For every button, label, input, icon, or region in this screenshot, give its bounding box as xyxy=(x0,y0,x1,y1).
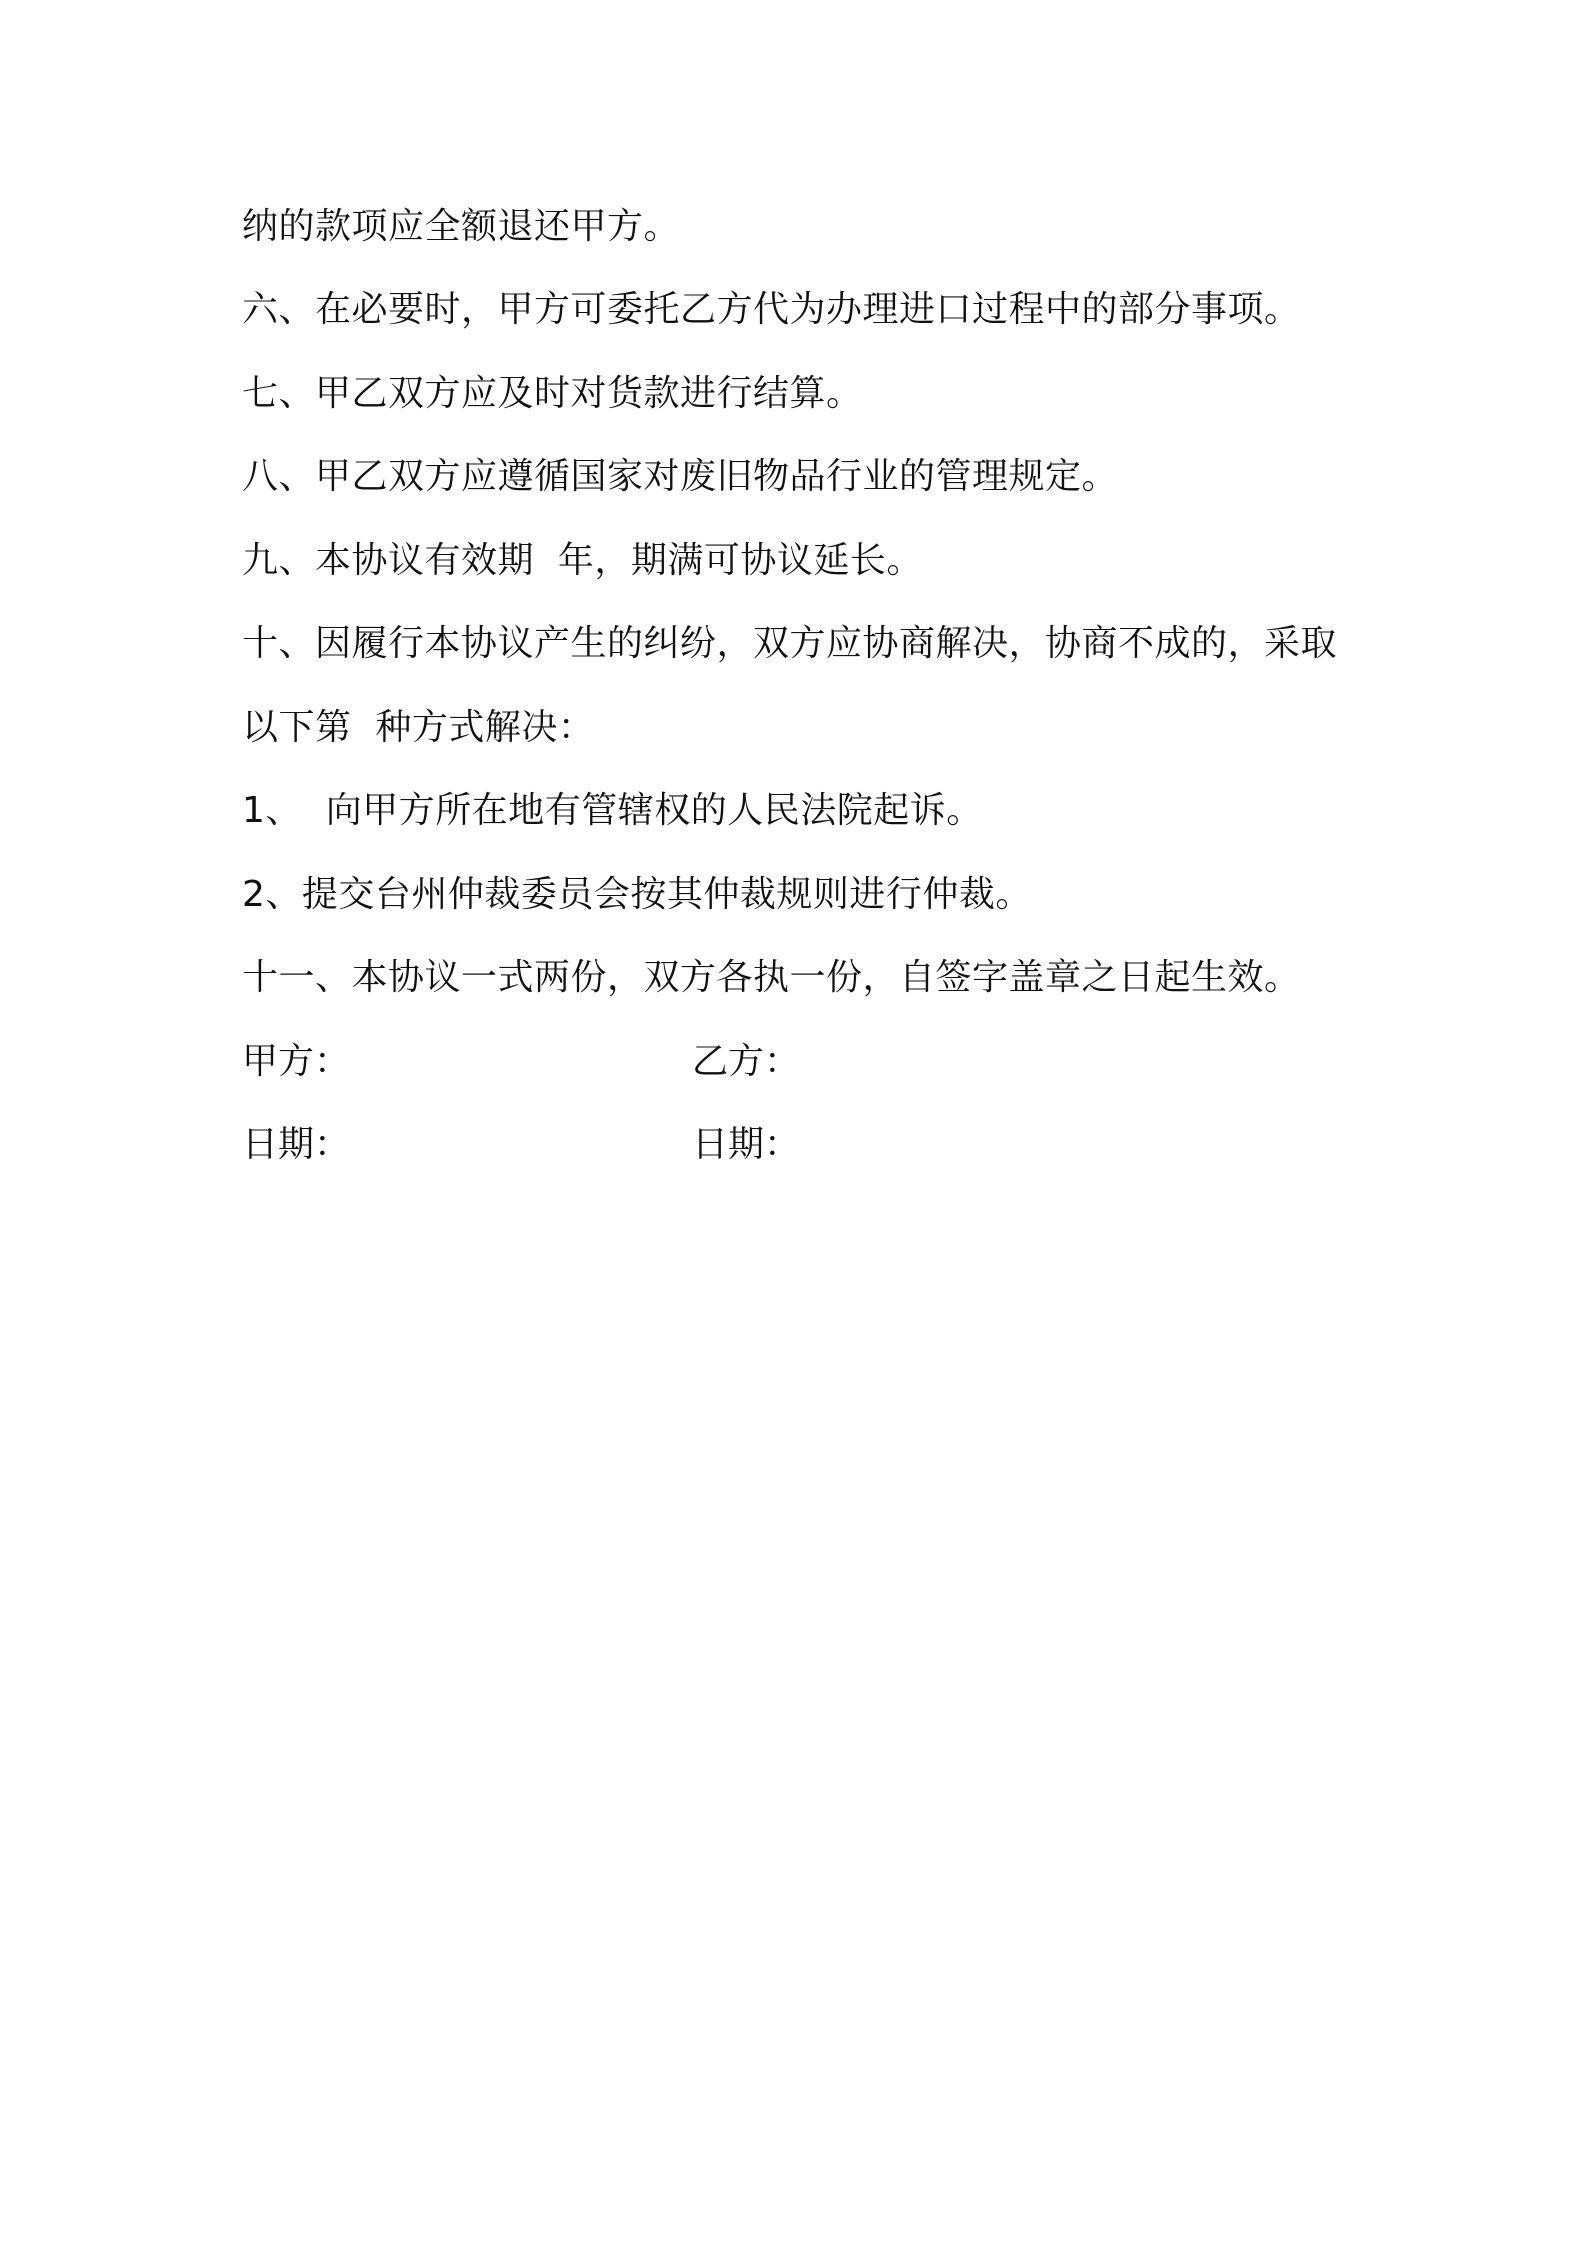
paragraph-line-3: 七、甲乙双方应及时对货款进行结算。 xyxy=(242,373,863,414)
paragraph-line-2: 六、在必要时，甲方可委托乙方代为办理进口过程中的部分事项。 xyxy=(242,289,1301,330)
party-b-label: 乙方： xyxy=(692,1041,801,1082)
party-a-label: 甲方： xyxy=(242,1041,351,1082)
paragraph-line-4: 八、甲乙双方应遵循国家对废旧物品行业的管理规定。 xyxy=(242,456,1119,497)
paragraph-line-5: 九、本协议有效期 年，期满可协议延长。 xyxy=(242,540,923,581)
paragraph-line-7: 以下第 种方式解决： xyxy=(242,707,595,748)
paragraph-line-9: 2、提交台州仲裁委员会按其仲裁规则进行仲裁。 xyxy=(242,874,1032,915)
paragraph-line-8: 1、 向甲方所在地有管辖权的人民法院起诉。 xyxy=(242,790,983,831)
date-b-label: 日期： xyxy=(692,1124,801,1165)
paragraph-line-10: 十一、本协议一式两份，双方各执一份，自签字盖章之日起生效。 xyxy=(242,957,1301,998)
date-a-label: 日期： xyxy=(242,1124,351,1165)
paragraph-line-1: 纳的款项应全额退还甲方。 xyxy=(242,206,681,247)
paragraph-line-6: 十、因履行本协议产生的纠纷，双方应协商解决，协商不成的，采取 xyxy=(242,623,1338,664)
